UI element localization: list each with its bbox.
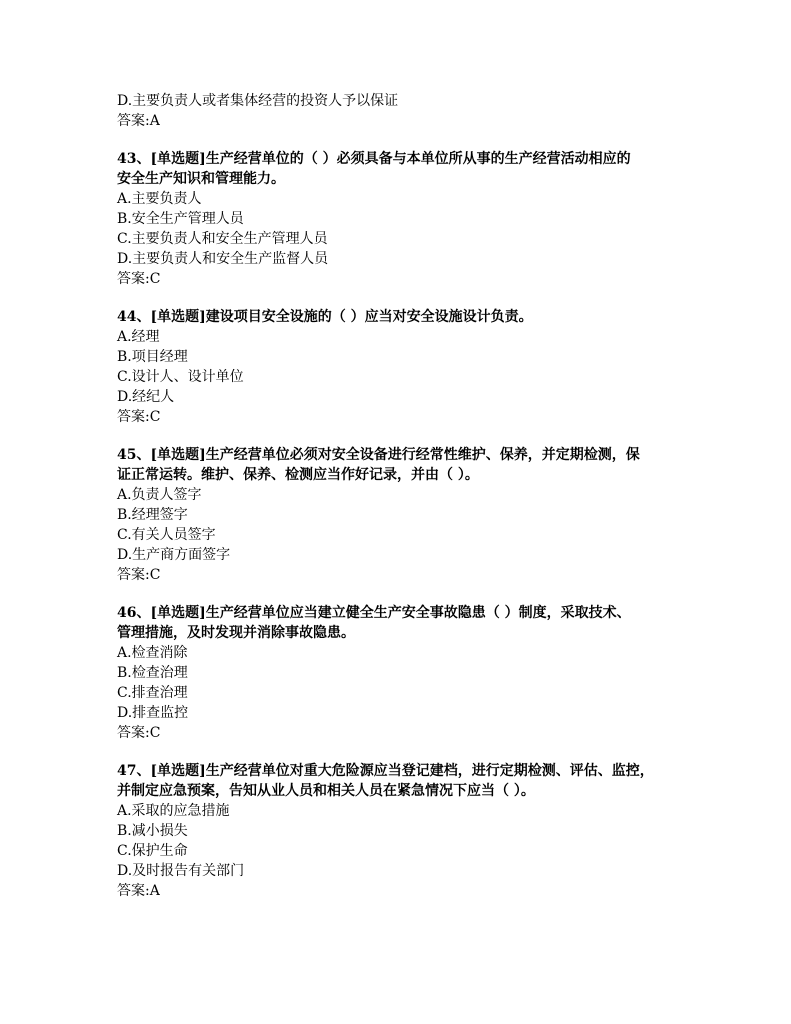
option-d: D.主要负责人和安全生产监督人员 (117, 251, 329, 267)
answer: 答案:C (117, 271, 161, 287)
option-b: B.减小损失 (117, 823, 188, 839)
option-b: B.项目经理 (117, 349, 188, 365)
question-stem-line: 证正常运转。维护、保养、检测应当作好记录，并由（ ）。 (117, 467, 479, 483)
question-stem-line: 44、[单选题]建设项目安全设施的（ ）应当对安全设施设计负责。 (117, 309, 533, 325)
option-b: B.经理签字 (117, 507, 188, 523)
option-b: B.安全生产管理人员 (117, 211, 244, 227)
question-list (117, 91, 717, 901)
option-b: B.检查治理 (117, 665, 188, 681)
question-stem-line: 管理措施，及时发现并消除事故隐患。 (117, 625, 355, 641)
answer: 答案:A (117, 883, 160, 899)
option-a: A.检查消除 (117, 645, 188, 661)
option-a: A.负责人签字 (117, 487, 202, 503)
answer: 答案:C (117, 409, 161, 425)
option-c: C.排查治理 (117, 685, 188, 701)
option-a: A.经理 (117, 329, 160, 345)
option-c: C.有关人员签字 (117, 527, 216, 543)
option-c: C.主要负责人和安全生产管理人员 (117, 231, 328, 247)
option-a: A.采取的应急措施 (117, 803, 230, 819)
question-46 (117, 603, 717, 743)
option-d: D.及时报告有关部门 (117, 863, 245, 879)
option-d: D.生产商方面签字 (117, 547, 231, 563)
option-d: D.经纪人 (117, 389, 175, 405)
option-d: D.排查监控 (117, 705, 189, 721)
option-a: A.主要负责人 (117, 191, 202, 207)
previous-question-tail (117, 91, 717, 131)
answer: 答案:A (117, 113, 160, 129)
question-43 (117, 149, 717, 289)
question-stem-line: 43、[单选题]生产经营单位的（ ）必须具备与本单位所从事的生产经营活动相应的 (117, 151, 631, 167)
answer: 答案:C (117, 725, 161, 741)
question-stem-line: 45、[单选题]生产经营单位必须对安全设备进行经常性维护、保养，并定期检测，保 (117, 447, 640, 463)
question-stem-line: 47、[单选题]生产经营单位对重大危险源应当登记建档，进行定期检测、评估、监控， (117, 763, 654, 779)
option-d: D.主要负责人或者集体经营的投资人予以保证 (117, 93, 399, 109)
option-c: C.设计人、设计单位 (117, 369, 244, 385)
question-45 (117, 445, 717, 585)
question-stem-line: 安全生产知识和管理能力。 (117, 171, 285, 187)
question-44 (117, 307, 717, 427)
question-47 (117, 761, 717, 901)
question-stem-line: 46、[单选题]生产经营单位应当建立健全生产安全事故隐患（ ）制度，采取技术、 (117, 605, 631, 621)
answer: 答案:C (117, 567, 161, 583)
question-stem-line: 并制定应急预案，告知从业人员和相关人员在紧急情况下应当（ ）。 (117, 783, 535, 799)
option-c: C.保护生命 (117, 843, 188, 859)
